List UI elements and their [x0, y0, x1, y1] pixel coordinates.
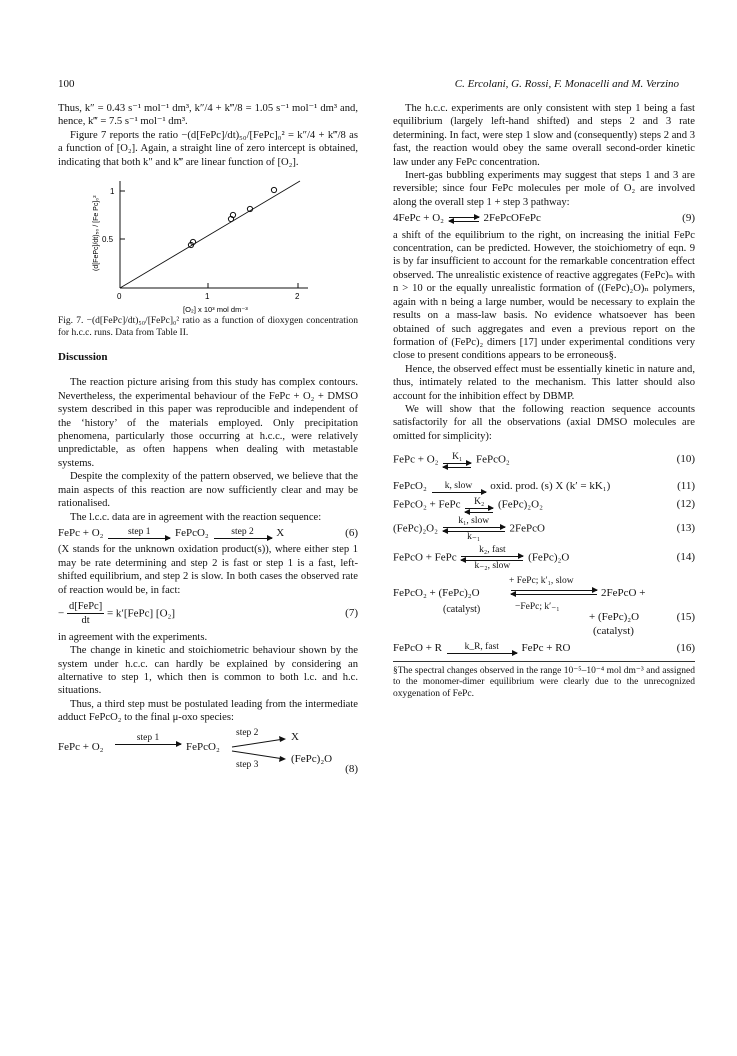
equilibrium-arrow — [511, 589, 597, 595]
fit-line — [120, 181, 300, 288]
catalyst-label: (catalyst) — [443, 603, 481, 615]
equation-number: (15) — [676, 610, 695, 623]
equation-13 — [393, 516, 695, 542]
equation-number: (9) — [682, 212, 695, 225]
arrow-label: step 3 — [236, 759, 259, 770]
equation-10 — [393, 452, 695, 468]
y-axis-label: (d[FePc]/dt)₅₀ / [Fe Pc]₀² — [93, 195, 100, 272]
eq-lhs: FePcO₂ + (FePc)₂O — [393, 586, 480, 599]
arrow-label: K₂ — [474, 496, 485, 507]
eq-rhs: X — [276, 526, 285, 539]
equation-9 — [393, 212, 695, 225]
eq-intermediate: FePcO₂ — [186, 740, 220, 753]
reaction-arrow — [432, 481, 486, 493]
eq-rhs: = k′[FePc] [O₂] — [106, 607, 176, 620]
arrow-label: + FePc; k′₁, slow — [509, 575, 574, 586]
arrow-label: k, slow — [444, 480, 473, 491]
eq-lhs: FePc + O₂ — [393, 453, 439, 466]
figure-7-plot — [58, 173, 358, 315]
eq-lhs: FePcO + FePc — [393, 551, 457, 564]
paragraph: The h.c.c. experiments are only consistent with step 1 being a fast equilibrium (largely left-hand shifted) and steps 2 and 3 rate determining. In fact, were step 1 slow and (consequently) steps 2 and 3 fast, the reaction would obey the same overall second-order kinetic law under any FePc concentration. — [393, 103, 695, 168]
section-heading: Discussion — [58, 351, 108, 364]
page-header — [58, 78, 679, 94]
paragraph: The change in kinetic and stoichiometric behaviour shown by the system under h.c.c. can hardly be explained by considering an alternative to step 1, which then is common to both l.c. and h.c. situations. — [58, 645, 358, 697]
figure-caption: Fig. 7. −(d[FePc]/dt)₅₀/[FePc]₀² ratio as a function of dioxygen concentration for h.c.c. runs. Data from Table II. — [58, 316, 358, 339]
eq-intermediate: FePcO₂ — [174, 526, 209, 539]
arrow-label: step 1 — [128, 527, 151, 538]
paragraph: The reaction picture arising from this study has complex contours. Nevertheless, the experimental behaviour of the FePc + O₂ + DMSO system described in this paper was reproducible and independent of the ‘history’ of the materials employed. Only precipitation phenomena, particularly those occurring at h.c.c., were relatively unpredictable, as often happens when dealing with metastable systems. — [58, 377, 358, 469]
equilibrium-arrow — [449, 216, 479, 222]
paragraph: Inert-gas bubbling experiments may suggest that steps 1 and 3 are reversible; since four FePc molecules per mole of O₂ are involved along the overall step 1 + step 3 pathway: — [393, 170, 695, 208]
x-axis-label: [O₂] x 10³ mol dm⁻³ — [183, 305, 248, 315]
arrow-label-reverse: k₋₁ — [467, 531, 481, 542]
data-point — [271, 187, 276, 192]
eq-rhs: 2FePcOFePc — [483, 212, 541, 225]
paragraph: Figure 7 reports the ratio −(d[FePc]/dt)₅₀/[FePc]₀² = k″/4 + k‴/8 as a function of [O₂]. Again, a straight line of zero intercept is obtained, indicating that both k″ and k‴ are linear function of [O₂]. — [58, 129, 358, 168]
paragraph: The l.c.c. data are in agreement with the reaction sequence: — [70, 511, 322, 523]
reaction-arrow — [108, 527, 170, 539]
left-column — [58, 102, 358, 773]
figure-7 — [58, 173, 358, 315]
paragraph: Despite the complexity of the pattern observed, we believe that the main aspects of this reaction are now sufficiently clear and may be rationalised. — [58, 471, 358, 510]
arrow-label: step 1 — [136, 732, 160, 743]
equation-number: (11) — [677, 480, 695, 493]
equation-15 — [393, 575, 695, 639]
eq-product-x: X — [291, 730, 299, 743]
equation-number: (8) — [345, 762, 358, 775]
y-tick-label: 0.5 — [102, 235, 114, 245]
arrow-label-reverse: k₋₂, slow — [474, 560, 511, 571]
catalyst-label: (catalyst) — [593, 624, 634, 637]
equilibrium-arrow — [465, 497, 493, 513]
equation-16 — [393, 642, 695, 655]
denominator: dt — [81, 615, 90, 627]
eq-rhs: (FePc)₂O — [528, 551, 570, 564]
paragraph: Hence, the observed effect must be essentially kinetic in nature and, thus, intimately related to the mechanism. This latter should also account for the inhibition effect by DBMP. — [393, 363, 695, 402]
equation-number: (6) — [345, 526, 358, 539]
numerator: d[FePc] — [67, 600, 104, 614]
eq-rhs-2: + (FePc)₂O — [589, 610, 640, 623]
eq-lhs: FePcO₂ + FePc — [393, 498, 461, 511]
equilibrium-arrow — [443, 516, 505, 542]
arrow-label: step 2 — [236, 727, 259, 738]
equation-number: (12) — [676, 497, 695, 510]
equation-number: (14) — [676, 550, 695, 563]
equation-14 — [393, 545, 695, 571]
paragraph: Thus, k″ = 0.43 s⁻¹ mol⁻¹ dm³, k″/4 + k‴/8 = 1.05 s⁻¹ mol⁻¹ dm³ and, hence, k‴ = 7.5 s⁻¹ mol⁻¹ dm³. — [58, 103, 358, 128]
paragraph: We will show that the following reaction sequence accounts satisfactorily for all the observations (axial DMSO molecules are omitted for simplicity): — [393, 403, 695, 442]
eq-lhs: FePc + O₂ — [58, 526, 104, 539]
equilibrium-arrow — [461, 545, 523, 571]
equation-number: (7) — [345, 607, 358, 620]
equation-6 — [58, 527, 358, 540]
arrow-label: k₂, fast — [479, 544, 506, 555]
paragraph: a shift of the equilibrium to the right, on increasing the initial FePc concentration, can be predicted. However, the stoichiometry of eqn. 9 is by far insufficient to account for the remarkable concentration effect observed. The unrealistic existence of reactive aggregates (FePc)ₙ with n > 10 or the equally unrealistic formation of ((FePc)₂O)ₙ polymers, again with n being a large number, would be necessary to explain the results on a mass-law basis. No evidence whatsoever has been obtained of such aggregates and even a previous report on the formation of (FePc)₂ dimers [17] under experimental conditions very close to present conditions appears to be erroneous§. — [393, 229, 695, 362]
equation-12 — [393, 497, 695, 513]
arrow-label: k₁, slow — [458, 515, 490, 526]
footnote: §The spectral changes observed in the range 10⁻⁵–10⁻⁴ mol dm⁻³ and assigned to the monomer-dimer equilibrium were clearly due to the unrecognized oxygenation of FePc. — [393, 661, 695, 701]
page-number: 100 — [58, 78, 75, 90]
eq-lhs: (FePc)₂O₂ — [393, 522, 438, 535]
arrow-label: k_R, fast — [464, 642, 499, 653]
reaction-arrow — [214, 527, 272, 539]
minus-sign: − — [58, 607, 65, 620]
arrow-label: K₁ — [452, 452, 463, 463]
equation-number: (16) — [676, 641, 695, 654]
equilibrium-arrow — [443, 452, 471, 468]
y-tick-label: 1 — [110, 187, 115, 197]
eq-lhs: 4FePc + O₂ — [393, 212, 444, 225]
fraction — [67, 600, 104, 628]
eq-rhs: 2FePcO — [509, 522, 545, 535]
x-tick-label: 2 — [295, 292, 300, 302]
reaction-arrow — [447, 642, 517, 654]
eq-rhs: FePcO₂ — [475, 453, 510, 466]
eq-lhs: FePc + O₂ — [58, 740, 104, 753]
eq-rhs: 2FePcO + — [601, 586, 646, 599]
eq-product-dimer: (FePc)₂O — [291, 752, 333, 765]
eq-rhs: (FePc)₂O₂ — [497, 498, 543, 511]
running-authors: C. Ercolani, G. Rossi, F. Monacelli and M. Verzino — [454, 78, 679, 90]
equation-11 — [393, 480, 695, 493]
x-tick-label: 0 — [117, 292, 122, 302]
equation-number: (10) — [676, 453, 695, 466]
paragraph: in agreement with the experiments. — [58, 631, 208, 643]
right-column — [393, 102, 695, 700]
arrow-label: step 2 — [231, 527, 254, 538]
paragraph: (X stands for the unknown oxidation product(s)), where either step 1 may be rate determining and step 2 is fast or step 1 is a fast, left-shifted equilibrium, and step 2 is slow. In both cases the observed rate of reaction would be, in fact: — [58, 544, 358, 596]
arrow-label-reverse: −FePc; k′₋₁ — [515, 601, 560, 612]
equation-7 — [58, 600, 358, 628]
equation-8 — [58, 727, 358, 775]
eq-lhs: FePcO + R — [393, 641, 442, 654]
equation-number: (13) — [676, 521, 695, 534]
eq-lhs: FePcO₂ — [393, 480, 427, 493]
reaction-arrow — [115, 733, 181, 745]
eq-rhs: oxid. prod. (s) X (k′ = kK₁) — [490, 480, 611, 493]
paragraph: Thus, a third step must be postulated leading from the intermediate adduct FePcO₂ to the final μ-oxo species: — [58, 698, 358, 724]
x-tick-label: 1 — [205, 292, 210, 302]
eq-rhs: FePc + RO — [521, 641, 571, 654]
